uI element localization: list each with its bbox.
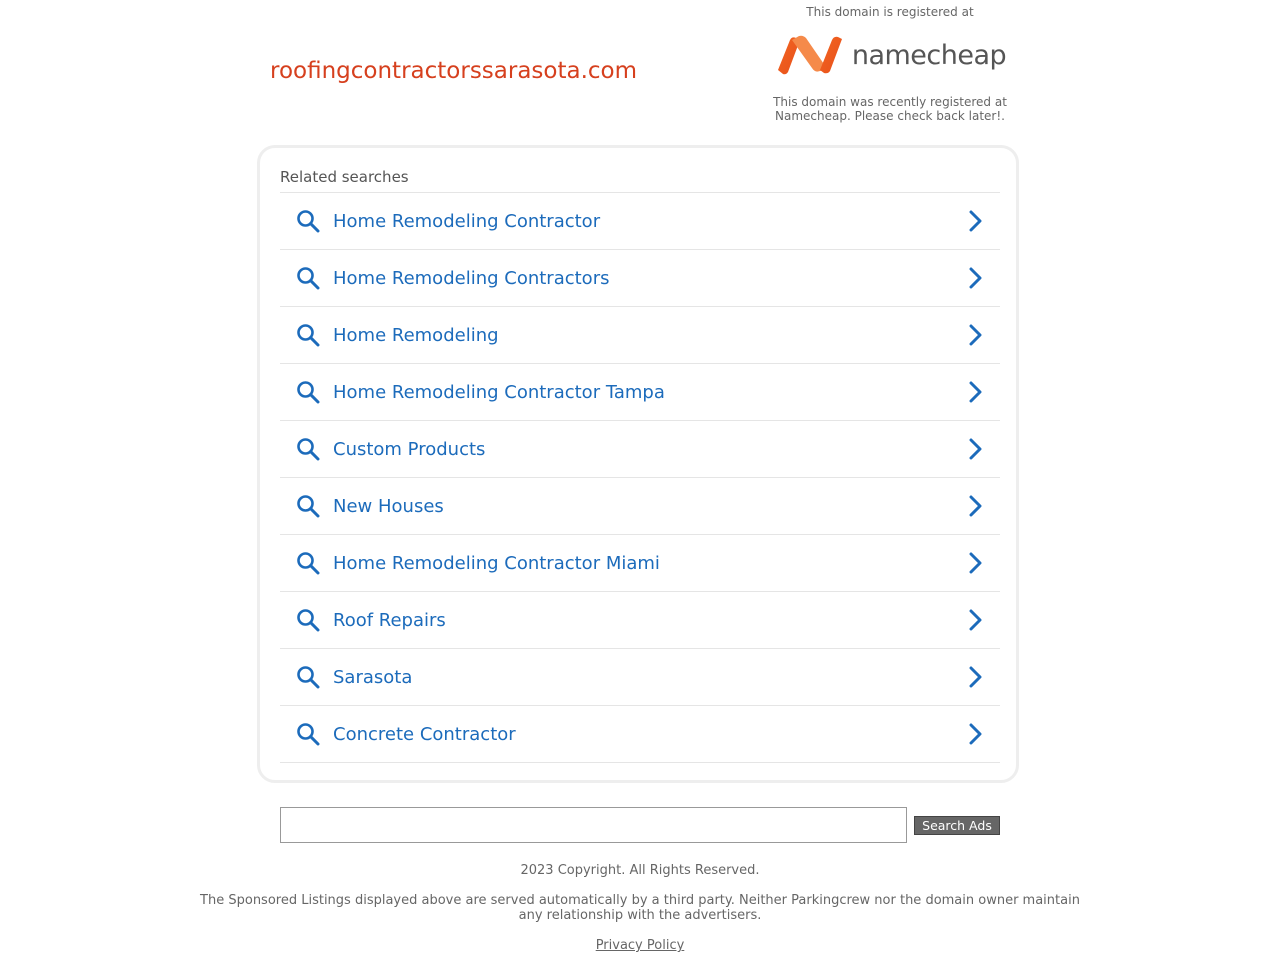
list-item-label[interactable]: Custom Products bbox=[333, 438, 486, 460]
list-item[interactable] bbox=[280, 307, 1000, 364]
namecheap-logo-text: namecheap bbox=[851, 39, 1007, 71]
list-item[interactable] bbox=[280, 649, 1000, 706]
registrar-note: This domain was recently registered at Namecheap. Please check back later!. bbox=[773, 95, 1007, 123]
list-item-label[interactable]: Home Remodeling Contractors bbox=[333, 267, 610, 289]
list-item-label[interactable]: Roof Repairs bbox=[333, 609, 446, 631]
list-item[interactable] bbox=[280, 250, 1000, 307]
related-searches-list bbox=[280, 192, 1000, 763]
namecheap-logo[interactable] bbox=[760, 23, 1020, 87]
list-item-label[interactable]: Home Remodeling Contractor bbox=[333, 210, 601, 232]
list-item[interactable] bbox=[280, 364, 1000, 421]
related-searches-title: Related searches bbox=[280, 168, 409, 186]
disclaimer-text: The Sponsored Listings displayed above are served automatically by a third party. Neither Parkingcrew nor the domain owner maintain any relationship with the advertisers. bbox=[200, 893, 1080, 923]
list-item[interactable] bbox=[280, 193, 1000, 250]
search-icon bbox=[296, 494, 320, 518]
search-ads-button[interactable]: Search Ads bbox=[914, 816, 1000, 835]
list-item-label[interactable]: Concrete Contractor bbox=[333, 723, 516, 745]
search-icon bbox=[296, 380, 320, 404]
search-icon bbox=[296, 722, 320, 746]
list-item[interactable] bbox=[280, 421, 1000, 478]
chevron-right-icon bbox=[968, 381, 982, 403]
chevron-right-icon bbox=[968, 552, 982, 574]
copyright-text: 2023 Copyright. All Rights Reserved. bbox=[520, 863, 760, 878]
search-icon bbox=[296, 608, 320, 632]
domain-title: roofingcontractorssarasota.com bbox=[270, 58, 638, 84]
list-item-label[interactable]: Sarasota bbox=[333, 666, 413, 688]
search-icon bbox=[296, 266, 320, 290]
chevron-right-icon bbox=[968, 666, 982, 688]
chevron-right-icon bbox=[968, 495, 982, 517]
search-icon bbox=[296, 551, 320, 575]
list-item[interactable] bbox=[280, 706, 1000, 763]
chevron-right-icon bbox=[968, 609, 982, 631]
list-item-label[interactable]: Home Remodeling bbox=[333, 324, 499, 346]
search-icon bbox=[296, 209, 320, 233]
chevron-right-icon bbox=[968, 324, 982, 346]
chevron-right-icon bbox=[968, 210, 982, 232]
list-item[interactable] bbox=[280, 478, 1000, 535]
search-icon bbox=[296, 665, 320, 689]
chevron-right-icon bbox=[968, 438, 982, 460]
list-item-label[interactable]: Home Remodeling Contractor Tampa bbox=[333, 381, 665, 403]
list-item[interactable] bbox=[280, 592, 1000, 649]
chevron-right-icon bbox=[968, 267, 982, 289]
registered-at-text: This domain is registered at bbox=[806, 5, 974, 19]
list-item[interactable] bbox=[280, 535, 1000, 592]
list-item-label[interactable]: New Houses bbox=[333, 495, 444, 517]
search-icon bbox=[296, 437, 320, 461]
privacy-block bbox=[0, 938, 1280, 953]
privacy-policy-link[interactable]: Privacy Policy bbox=[595, 938, 685, 953]
search-ads-input[interactable] bbox=[280, 807, 907, 843]
search-icon bbox=[296, 323, 320, 347]
namecheap-logo-icon bbox=[774, 34, 846, 76]
registrar-block bbox=[760, 5, 1020, 123]
list-item-label[interactable]: Home Remodeling Contractor Miami bbox=[333, 552, 660, 574]
chevron-right-icon bbox=[968, 723, 982, 745]
